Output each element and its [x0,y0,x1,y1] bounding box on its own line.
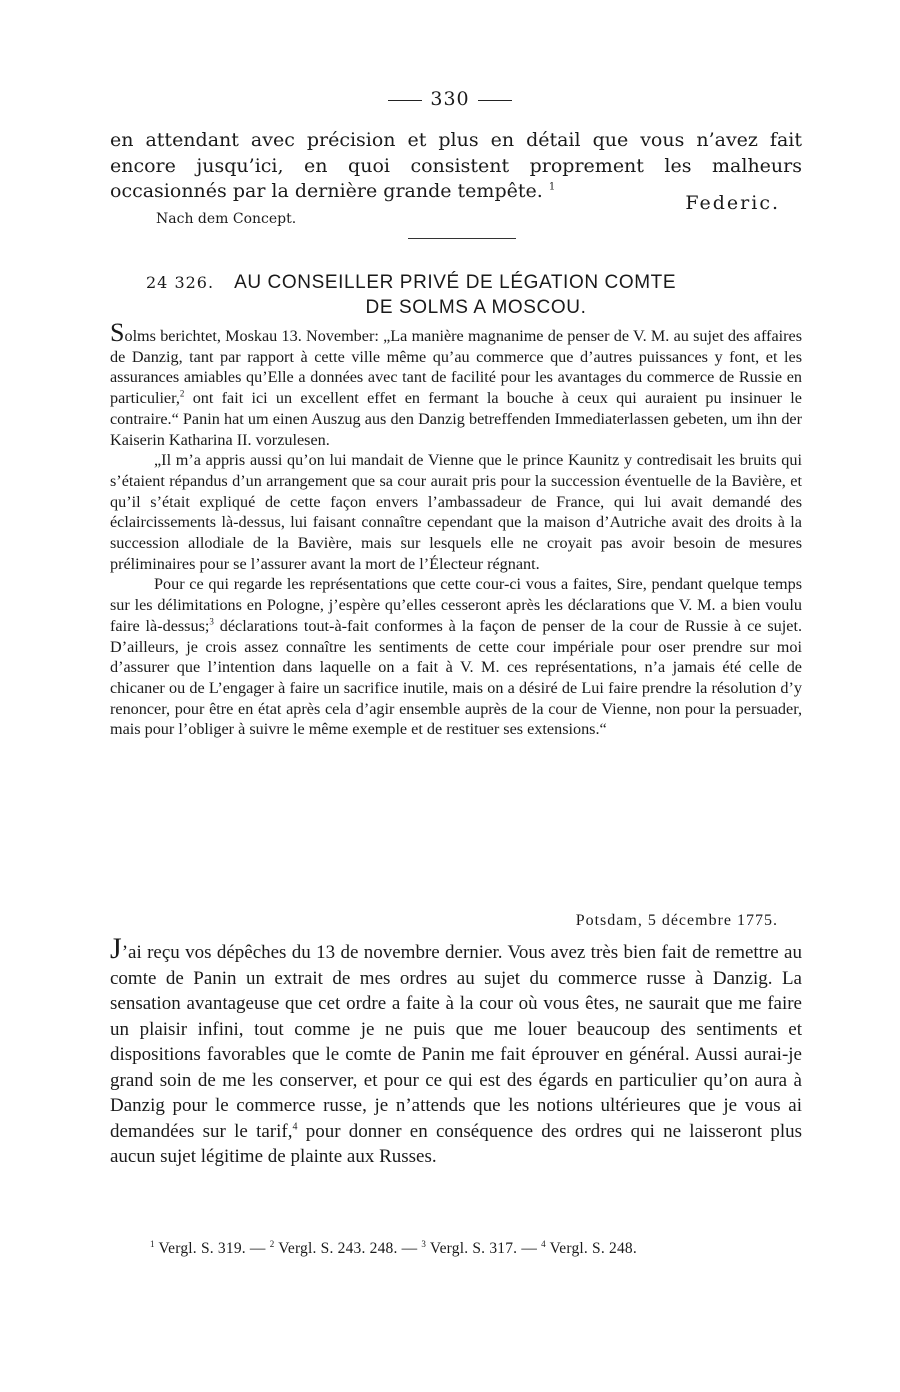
page-number-dash-right [478,100,512,101]
letter-heading [146,270,786,320]
letter-number: 24 326. [146,273,215,292]
page-number-text: 330 [430,88,470,110]
footnote-mark: 3 [421,1238,427,1249]
dateline: Potsdam, 5 décembre 1775. [575,912,778,929]
footnote-ref-1: 1 [548,181,556,193]
report-paragraph: Solms berichtet, Moskau 13. November: „La manière magnanime de penser de V. M. au sujet des affaires de Danzig, tant par rapport à cette ville même qu’au commerce que d’autres puissances y font, et les assurances amiables qu’Elle a données avec tant de facilité pour les avantages du commerce de Russie en particulier,$^2$ ont fait ici un excellent effet en fermant la bouche à ceux qui auraient pu insinuer le contraire.“ Panin hat um einen Auszug aus den Danzig betreffenden Immediaterlassen gebeten, um ihn der Kaiserin Katharina II. vorzulesen. [110,318,802,449]
page-number-dash-left [388,100,422,101]
footnote-text: Vergl. S. 317. [429,1240,518,1257]
section-divider [408,238,516,239]
footnotes: $^1$ Vergl. S. 319. — $^2$ Vergl. S. 243. 248. — $^3$ Vergl. S. 317. — $^4$ Vergl. S. 248. [150,1238,637,1257]
report-summary [110,318,802,740]
letter-body: J’ai reçu vos dépêches du 13 de novembre dernier. Vous avez très bien fait de remettre au comte de Panin un extrait de mes ordres au sujet du commerce russe à Danzig. La sensation avantageuse que cet ordre a faite à la cour où vous êtes, ne saurait que me faire un plaisir infini, tout comme je ne puis que me louer beaucoup des sentiments et dispositions favorables que le comte de Panin me fait éprouver en général. Aussi aurai-je grand soin de me les conserver, et pour ce qui est des égards en particulier qu’on aura à Danzig pour le commerce russe, je n’attends que les notions ultérieures que je vous ai demandées sur le tarif,$^4$ pour donner en conséquence des ordres qui ne laisseront plus aucun sujet légitime de plainte aux Russes. [110,932,802,1167]
continuation-text: en attendant avec précision et plus en détail que vous n’avez fait encore jusqu’ici, en quoi consistent proprement les malheurs occasionnés par la dernière grande tempête. [110,129,802,202]
footnote-mark: 4 [541,1238,546,1249]
footnote-ref-4: 4 [292,1121,298,1133]
heading-line-1: AU CONSEILLER PRIVÉ DE LÉGATION COMTE [234,272,677,293]
report-paragraph: Pour ce qui regarde les représentations que cette cour-ci vous a faites, Sire, pendant quelque temps sur les délimitations en Pologne, j’espère qu’elles cesseront après les déclarations que V. M. a bien voulu faire là-dessus;$^3$ déclarations tout-à-fait conformes à la façon de penser de la cour de Russie à ce sujet. D’ailleurs, je crois assez connaître les sentiments de cette cour impériale pour oser prendre sur moi d’assurer que l’intention dans laquelle on a fait à V. M. ces représentations, n’a jamais été celle de chicaner ou de L’engager à faire un sacrifice inutile, mais on a désiré de Lui faire prendre la résolution d’y renoncer, pour être en état après cela d’agir ensemble auprès de la cour de Vienne, non pour la persuader, mais pour l’obliger à suivre le même exemple et de restituer ses extensions.“ [110,575,802,739]
footnote-text: Vergl. S. 319. [158,1240,246,1257]
footnote-text: Vergl. S. 243. 248. [278,1240,398,1257]
report-paragraph: „Il m’a appris aussi qu’on lui mandait de Vienne que le prince Kaunitz y contredisait les bruits qui s’étaient répandus d’un arrangement que sa cour aurait pris pour la succession éventuelle de la Bavière, et qu’il s’était expliqué de cette façon envers l’ambassadeur de France, qui lui avait demandé des éclaircissements là-dessus, lui faisant connaître cependant que la maison d’Autriche avait des droits à la succession allodiale de la Bavière, mais sur lesquels elle ne croyait pas avoir besoin de mesures préliminaires pour se l’assurer avant la mort de l’Électeur régnant. [110,451,802,573]
footnote-ref-3: 3 [209,616,214,627]
footnote-ref-2: 2 [179,388,185,399]
footnote-mark: 2 [269,1238,275,1249]
page-number [0,88,900,110]
report-initial: S [110,318,125,347]
footnote-text: Vergl. S. 248. [549,1240,637,1257]
signature: Federic. [685,192,780,214]
source-note: Nach dem Concept. [156,211,297,227]
footnote-mark: 1 [150,1238,155,1249]
heading-line-2: DE SOLMS A MOSCOU. [365,297,587,318]
letter-initial: J [110,932,122,965]
